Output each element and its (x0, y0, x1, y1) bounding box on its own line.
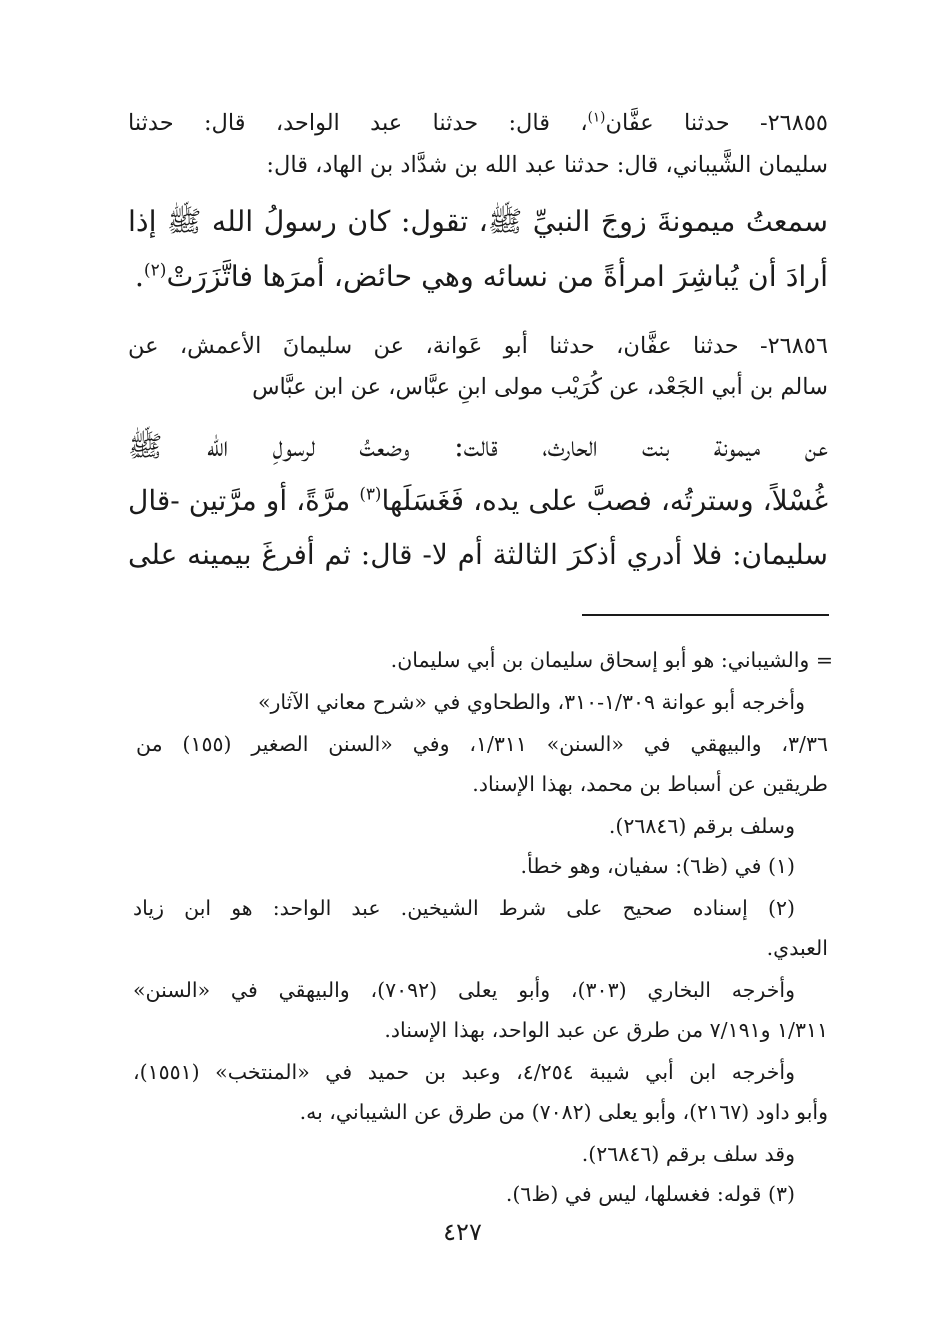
footnote-marker-3: (٣) (359, 483, 382, 504)
hadith-26856-matn-line-1: عن ميمونة بنت الحارث، قالت: وضعتُ لرسولِ الله ﷺ (128, 430, 828, 463)
hadith-26856-matn-line-2 (128, 484, 828, 517)
footnote-line: وأبو داود (٢١٦٧)، وأبو يعلى (٧٠٨٢) من طرق عن الشيباني، به. (299, 1100, 828, 1124)
hadith-26855-isnad-line-1 (128, 110, 828, 136)
footnote-marker-1: (١) (587, 109, 606, 126)
hadith-26856-isnad-line-2: سالم بن أبي الجَعْد، عن كُرَيْب مولى ابنِ عبَّاس، عن ابن عبَّاس (252, 374, 828, 400)
footnote-line: وسلف برقم (٢٦٨٤٦). (608, 814, 795, 838)
footnote-line: وأخرجه ابن أبي شيبة ٤/٢٥٤، وعبد بن حميد في «المنتخب» (١٥٥١)، (133, 1060, 795, 1084)
footnote-line: ٣/٣٦، والبيهقي في «السنن» ١/٣١١، وفي «السنن الصغير (١٥٥) من (136, 732, 828, 756)
footnote-line: (١) في (ظ٦): سفيان، وهو خطأ. (520, 854, 795, 878)
hadith-26856-matn-line-3: سليمان: فلا أدري أذكرَ الثالثة أم لا- قال: ثم أفرغَ بيمينه على (128, 538, 828, 571)
footnote-line: العبدي. (766, 936, 828, 960)
matn-text: أرادَ أن يُباشِرَ امرأةً من نسائه وهي حائض، أمرَها فاتَّزَرَتْ (166, 260, 828, 293)
footnote-line: وقد سلف برقم (٢٦٨٤٦). (581, 1142, 795, 1166)
hadith-26855-matn-line-1: سمعتُ ميمونةَ زوجَ النبيِّ ﷺ، تقول: كان رسولُ الله ﷺ إذا (128, 205, 828, 238)
isnad-text: ٢٦٨٥٥- حدثنا عفَّان (605, 110, 828, 136)
footnote-line: طريقين عن أسباط بن محمد، بهذا الإسناد. (472, 772, 828, 796)
matn-end: . (134, 260, 144, 293)
matn-text: غُسْلاً، وسترتُه، فصبَّ على يده، فَغَسَلَها (381, 484, 829, 517)
hadith-26855-matn-line-2 (128, 260, 828, 293)
hadith-26856-isnad-line-1: ٢٦٨٥٦- حدثنا عفَّان، حدثنا أبو عَوانة، عن سليمانَ الأعمش، عن (128, 333, 828, 359)
footnote-line: = والشيباني: هو أبو إسحاق سليمان بن أبي سليمان. (390, 648, 833, 672)
footnote-line: ١/٣١١ و٧/١٩١ من طرق عن عبد الواحد، بهذا الإسناد. (384, 1018, 828, 1042)
footnote-marker-2: (٢) (143, 260, 167, 281)
isnad-text-rest: ، قال: حدثنا عبد الواحد، قال: حدثنا (128, 110, 588, 136)
matn-text-rest: مرَّةً، أو مرَّتين -قال (128, 484, 360, 517)
footnote-line: وأخرجه البخاري (٣٠٣)، وأبو يعلى (٧٠٩٢)، والبيهقي في «السنن» (133, 978, 795, 1002)
page-number: ٤٢٧ (443, 1218, 482, 1246)
footnote-line: (٣) قوله: فغسلها، ليس في (ظ٦). (505, 1182, 795, 1206)
footnote-separator (582, 614, 829, 616)
footnote-line: وأخرجه أبو عوانة ١/٣٠٩-٣١٠، والطحاوي في «شرح معاني الآثار» (257, 690, 805, 714)
footnote-line: (٢) إسناده صحيح على شرط الشيخين. عبد الواحد: هو ابن زياد (133, 896, 795, 920)
hadith-26855-isnad-line-2: سليمان الشَّيباني، قال: حدثنا عبد الله بن شدَّاد بن الهاد، قال: (266, 152, 828, 178)
